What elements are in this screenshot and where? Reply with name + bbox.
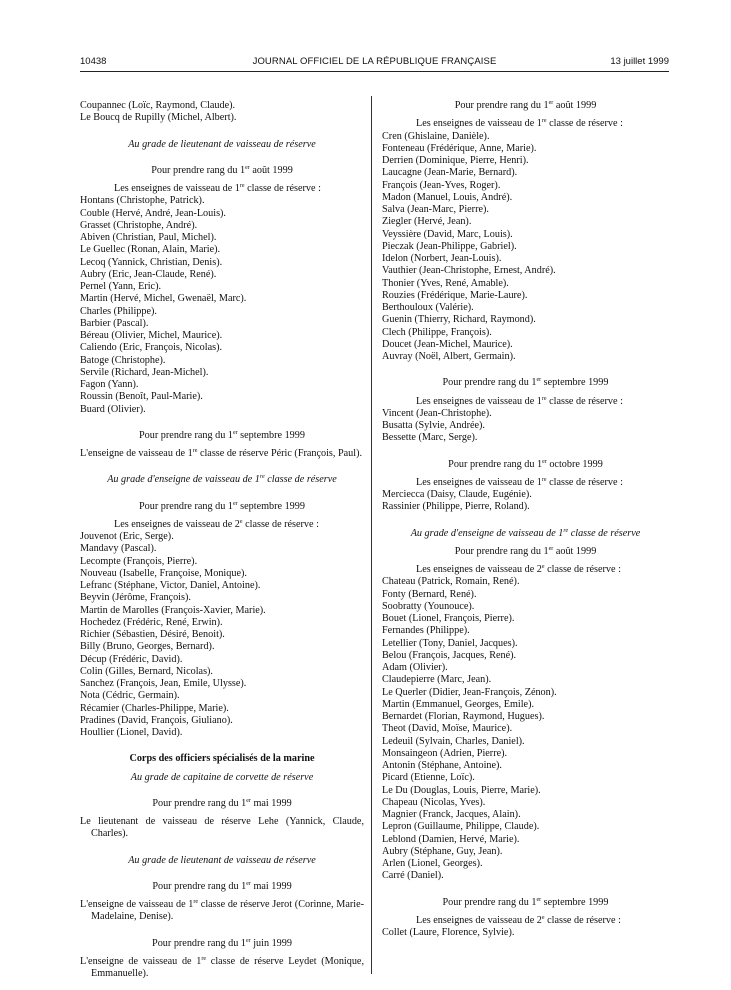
- list-item: Cren (Ghislaine, Danièle).: [382, 130, 490, 142]
- list-item: Mandavy (Pascal).: [80, 543, 157, 555]
- text-run: Pour prendre rang du 1: [139, 429, 233, 441]
- group-intro: [80, 519, 364, 531]
- list-item: Fernandes (Philippe).: [382, 625, 470, 637]
- list-item: Claudepierre (Marc, Jean).: [382, 674, 492, 686]
- list-item: Billy (Bruno, Georges, Bernard).: [80, 641, 215, 653]
- spacer: [80, 125, 364, 139]
- list-item: Hontans (Christophe, Patrick).: [80, 195, 205, 207]
- list-item: Adam (Olivier).: [382, 662, 448, 673]
- list-item: Merciecca (Daisy, Claude, Eugénie).: [382, 489, 532, 500]
- section-heading: [382, 528, 669, 540]
- ordinal-superscript: er: [246, 797, 251, 804]
- list-item: Pradines (David, François, Giuliano).: [80, 714, 233, 726]
- list-item: Sanchez (François, Jean, Emile, Ulysse).: [80, 678, 247, 689]
- section-heading: Au grade de lieutenant de vaisseau de réserve: [128, 854, 316, 866]
- text-run: Pour prendre rang du 1: [454, 545, 549, 557]
- rank-date-line: [80, 430, 364, 442]
- ordinal-superscript: er: [232, 500, 238, 507]
- list-item: Picard (Etienne, Loïc).: [382, 772, 475, 784]
- list-item: Jouvenot (Eric, Serge).: [80, 531, 174, 542]
- ordinal-superscript: re: [541, 395, 547, 402]
- list-item: Veyssière (David, Marc, Louis).: [382, 228, 513, 240]
- spacer: [382, 445, 669, 459]
- ordinal-superscript: er: [245, 164, 250, 171]
- text-run: septembre 1999: [237, 429, 305, 441]
- list-item: Busatta (Sylvie, Andrée).: [382, 420, 485, 431]
- list-item: Berthouloux (Valérie).: [382, 302, 474, 313]
- left-column: [80, 100, 364, 980]
- list-item: Abiven (Christian, Paul, Michel).: [80, 232, 217, 243]
- ordinal-superscript: e: [239, 518, 243, 525]
- text-run: L'enseigne de vaisseau de 1: [80, 899, 194, 910]
- text-run: L'enseigne de vaisseau de 1: [80, 955, 202, 967]
- list-item: Décup (Frédéric, David).: [80, 653, 183, 665]
- text-run: Pour prendre rang du 1: [442, 896, 537, 908]
- text-run: août 1999: [553, 100, 597, 111]
- text-run: L'enseigne de vaisseau de 1: [80, 448, 193, 459]
- list-item: Lepron (Guillaume, Philippe, Claude).: [382, 821, 540, 833]
- list-item: Barbier (Pascal).: [80, 317, 149, 329]
- text-run: Pour prendre rang du 1: [152, 797, 247, 809]
- list-item: Le Du (Douglas, Louis, Pierre, Marie).: [382, 784, 541, 796]
- ordinal-superscript: e: [541, 914, 545, 921]
- rank-date-line: [80, 501, 364, 513]
- spacer: [80, 739, 364, 753]
- list-item: Martin (Emmanuel, Georges, Emile).: [382, 698, 535, 710]
- list-item: Fagon (Yann).: [80, 379, 139, 390]
- spacer: [382, 363, 669, 377]
- spacer: [80, 151, 364, 165]
- corps-title: Corps des officiers spécialisés de la marine: [129, 753, 315, 765]
- journal-title: JOURNAL OFFICIEL DE LA RÉPUBLIQUE FRANÇAISE: [252, 56, 497, 67]
- ordinal-superscript: er: [536, 896, 542, 903]
- list-item: Soobratty (Younouce).: [382, 600, 475, 612]
- list-item: Aubry (Eric, Jean-Claude, René).: [80, 268, 217, 280]
- list-item: Thonier (Yves, René, Amable).: [382, 277, 509, 289]
- text-run: octobre 1999: [546, 458, 603, 470]
- issue-date: 13 juillet 1999: [610, 56, 669, 67]
- list-item: Grasset (Christophe, André).: [80, 219, 198, 231]
- ordinal-superscript: er: [232, 429, 238, 436]
- list-item: Auvray (Noël, Albert, Germain).: [382, 351, 516, 362]
- list-item: Theot (David, Moïse, Maurice).: [382, 723, 513, 735]
- list-item: Madon (Manuel, Louis, André).: [382, 191, 513, 203]
- list-item: Béreau (Olivier, Michel, Maurice).: [80, 330, 223, 341]
- text-run: Les enseignes de vaisseau de 1: [416, 476, 542, 488]
- list-item: Bessette (Marc, Serge).: [382, 432, 478, 444]
- list-item: Letellier (Tony, Daniel, Jacques).: [382, 637, 518, 649]
- list-item: Le Querler (Didier, Jean-François, Zénon).: [382, 686, 557, 698]
- list-item: Servile (Richard, Jean-Michel).: [80, 366, 209, 378]
- text-run: classe de réserve :: [544, 914, 621, 926]
- spacer: [382, 883, 669, 897]
- list-item: Fonteneau (Frédérique, Anne, Marie).: [382, 142, 537, 154]
- list-item: Roussin (Benoît, Paul-Marie).: [80, 391, 203, 403]
- list-item: Ziegler (Hervé, Jean).: [382, 216, 472, 228]
- text-run: classe de réserve Péric (François, Paul).: [197, 448, 363, 459]
- text-run: Pour prendre rang du 1: [139, 500, 233, 512]
- list-item: Martin (Hervé, Michel, Gwenaël, Marc).: [80, 293, 247, 305]
- rank-date-line: [382, 100, 669, 112]
- list-item: Lefranc (Stéphane, Victor, Daniel, Antoine).: [80, 580, 261, 591]
- text-run: classe de réserve :: [244, 183, 321, 194]
- rank-date-line: [80, 798, 364, 810]
- list-item: Chapeau (Nicolas, Yves).: [382, 796, 486, 808]
- text-run: Les enseignes de vaisseau de 2: [114, 518, 240, 530]
- list-item: Buard (Olivier).: [80, 403, 146, 415]
- group-intro: [382, 915, 669, 927]
- list-item: Aubry (Stéphane, Guy, Jean).: [382, 845, 503, 857]
- text-run: Les enseignes de vaisseau de 1: [114, 183, 240, 194]
- text-run: août 1999: [553, 545, 597, 557]
- list-item: Lecompte (François, Pierre).: [80, 555, 198, 567]
- rank-date-line: [382, 897, 669, 909]
- ordinal-superscript: er: [548, 545, 554, 552]
- rank-date-line: [80, 938, 364, 950]
- list-item: Le Boucq de Rupilly (Michel, Albert).: [80, 112, 237, 124]
- text-run: Les enseignes de vaisseau de 1: [416, 395, 542, 407]
- list-item: Derrien (Dominique, Pierre, Henri).: [382, 155, 529, 166]
- text-run: classe de réserve :: [546, 395, 623, 407]
- ordinal-superscript: re: [259, 474, 265, 481]
- text-run: Pour prendre rang du 1: [151, 164, 246, 176]
- list-item: Bouet (Lionel, François, Pierre).: [382, 613, 515, 624]
- ordinal-superscript: re: [239, 183, 245, 189]
- rank-date-line: [382, 459, 669, 471]
- text-run: classe de réserve :: [242, 518, 319, 530]
- list-item: Laucagne (Jean-Marie, Bernard).: [382, 167, 518, 179]
- list-item: Magnier (Franck, Jacques, Alain).: [382, 809, 521, 820]
- text-run: Au grade d'enseigne de vaisseau de 1: [107, 474, 260, 486]
- decision-paragraph: [80, 448, 364, 460]
- text-run: septembre 1999: [541, 896, 609, 908]
- list-item: Beyvin (Jérôme, François).: [80, 592, 191, 604]
- list-item: Guenin (Thierry, Richard, Raymond).: [382, 314, 536, 326]
- text-run: mai 1999: [250, 880, 292, 892]
- text-run: Pour prendre rang du 1: [454, 100, 549, 111]
- list-item: Pernel (Yann, Eric).: [80, 281, 162, 292]
- list-item: Charles (Philippe).: [80, 305, 157, 317]
- list-item: François (Jean-Yves, Roger).: [382, 179, 501, 191]
- list-item: Colin (Gilles, Bernard, Nicolas).: [80, 665, 213, 677]
- list-item: Belou (François, Jacques, René).: [382, 649, 517, 661]
- text-run: Pour prendre rang du 1: [442, 377, 537, 389]
- list-item: Bernardet (Florian, Raymond, Hugues).: [382, 711, 545, 722]
- list-item: Vincent (Jean-Christophe).: [382, 407, 492, 419]
- ordinal-superscript: re: [192, 448, 198, 454]
- list-item: Houllier (Lionel, David).: [80, 727, 183, 738]
- list-item: Salva (Jean-Marc, Pierre).: [382, 204, 489, 215]
- spacer: [80, 416, 364, 430]
- rank-date-line: [382, 377, 669, 389]
- group-intro: [382, 564, 669, 576]
- list-item: Le Guellec (Ronan, Alain, Marie).: [80, 244, 221, 256]
- ordinal-superscript: re: [563, 527, 569, 534]
- section-heading: Au grade de capitaine de corvette de réserve: [130, 771, 314, 783]
- list-item: Doucet (Jean-Michel, Maurice).: [382, 338, 513, 350]
- ordinal-superscript: e: [541, 564, 545, 570]
- decision-paragraph: [80, 956, 364, 981]
- list-item: Rassinier (Philippe, Pierre, Roland).: [382, 501, 530, 513]
- list-item: Récamier (Charles-Philippe, Marie).: [80, 702, 229, 714]
- list-item: Clech (Philippe, François).: [382, 326, 492, 338]
- ordinal-superscript: er: [245, 937, 251, 944]
- column-divider: [371, 96, 372, 974]
- spacer: [80, 460, 364, 474]
- text-run: classe de réserve: [568, 527, 641, 539]
- spacer: [80, 784, 364, 798]
- list-item: Pieczak (Jean-Philippe, Gabriel).: [382, 240, 517, 252]
- text-run: Au grade d'enseigne de vaisseau de 1: [410, 527, 564, 539]
- spacer: [80, 841, 364, 855]
- text-run: août 1999: [249, 164, 293, 176]
- list-item: Arlen (Lionel, Georges).: [382, 858, 483, 869]
- list-item: Couble (Hervé, André, Jean-Louis).: [80, 207, 226, 219]
- text-run: juin 1999: [250, 937, 292, 949]
- text-run: Les enseignes de vaisseau de 1: [416, 118, 542, 130]
- text-run: classe de réserve Leydet (Monique, Emmanuelle).: [91, 955, 365, 979]
- rank-date-line: [382, 546, 669, 558]
- group-intro: [80, 183, 364, 195]
- text-run: classe de réserve :: [544, 564, 621, 575]
- text-run: septembre 1999: [237, 500, 305, 512]
- header-rule: [80, 71, 669, 72]
- section-heading: [80, 474, 364, 486]
- list-item: Rouzies (Frédérique, Marie-Laure).: [382, 289, 528, 301]
- text-run: septembre 1999: [541, 377, 609, 389]
- ordinal-superscript: re: [193, 899, 199, 905]
- page-header: [80, 56, 669, 70]
- decision-paragraph: Le lieutenant de vaisseau de réserve Lehe (Yannick, Claude, Charles).: [80, 816, 364, 840]
- list-item: Ledeuil (Sylvain, Charles, Daniel).: [382, 735, 525, 747]
- list-item: Hochedez (Frédéric, René, Erwin).: [80, 616, 223, 628]
- ordinal-superscript: re: [201, 955, 207, 962]
- list-item: Nouveau (Isabelle, Françoise, Monique).: [80, 567, 247, 579]
- list-item: Nota (Cédric, Germain).: [80, 690, 180, 702]
- group-intro: [382, 396, 669, 408]
- list-item: Richier (Sébastien, Désiré, Benoit).: [80, 629, 225, 640]
- list-item: Fonty (Bernard, René).: [382, 588, 477, 600]
- list-item: Vauthier (Jean-Christophe, Ernest, André).: [382, 265, 556, 277]
- list-item: Idelon (Norbert, Jean-Louis).: [382, 253, 502, 264]
- spacer: [80, 924, 364, 938]
- text-run: Pour prendre rang du 1: [448, 458, 543, 470]
- section-heading: Au grade de lieutenant de vaisseau de réserve: [128, 138, 316, 150]
- rank-date-line: [80, 881, 364, 893]
- list-item: Monsaingeon (Adrien, Pierre).: [382, 747, 508, 759]
- list-item: Antonin (Stéphane, Antoine).: [382, 760, 502, 771]
- page-number: 10438: [80, 56, 107, 67]
- list-item: Martin de Marolles (François-Xavier, Marie).: [80, 604, 266, 616]
- spacer: [80, 487, 364, 501]
- list-item: Batoge (Christophe).: [80, 354, 166, 366]
- list-item: Coupannec (Loïc, Raymond, Claude).: [80, 100, 236, 111]
- list-item: Caliendo (Eric, François, Nicolas).: [80, 342, 223, 354]
- list-item: Leblond (Damien, Hervé, Marie).: [382, 833, 520, 845]
- ordinal-superscript: er: [542, 458, 547, 465]
- spacer: [80, 867, 364, 881]
- ordinal-superscript: re: [541, 118, 547, 125]
- group-intro: [382, 477, 669, 489]
- ordinal-superscript: er: [536, 377, 542, 384]
- text-run: classe de réserve Jerot (Corinne, Marie-Madelaine, Denise).: [91, 899, 364, 923]
- ordinal-superscript: re: [541, 476, 547, 483]
- decision-paragraph: [80, 899, 364, 924]
- text-run: Les enseignes de vaisseau de 2: [416, 914, 542, 926]
- group-intro: [382, 118, 669, 130]
- text-run: classe de réserve :: [546, 476, 623, 488]
- list-item: Chateau (Patrick, Romain, René).: [382, 576, 520, 588]
- rank-date-line: [80, 165, 364, 177]
- text-run: Pour prendre rang du 1: [152, 880, 247, 892]
- list-item: Lecoq (Yannick, Christian, Denis).: [80, 256, 223, 268]
- list-item: Carré (Daniel).: [382, 870, 444, 882]
- right-column: [382, 100, 669, 939]
- text-run: Les enseignes de vaisseau de 2: [416, 564, 542, 575]
- list-item: Collet (Laure, Florence, Sylvie).: [382, 927, 515, 938]
- spacer: [382, 514, 669, 528]
- text-run: mai 1999: [250, 797, 292, 809]
- ordinal-superscript: er: [246, 880, 251, 887]
- text-run: classe de réserve :: [546, 118, 623, 130]
- ordinal-superscript: er: [548, 100, 554, 106]
- text-run: classe de réserve: [264, 474, 337, 486]
- text-run: Pour prendre rang du 1: [152, 937, 246, 949]
